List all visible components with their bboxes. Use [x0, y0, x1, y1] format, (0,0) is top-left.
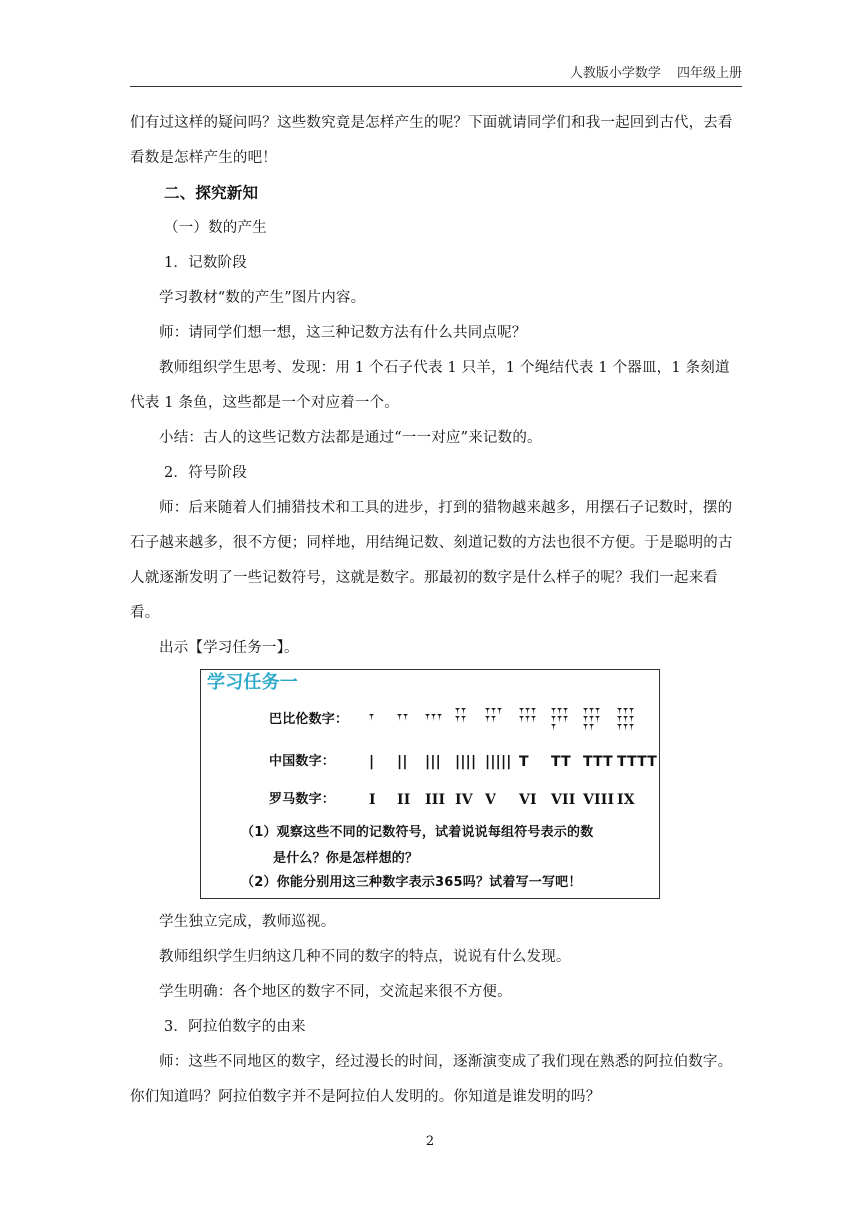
babylonian-wedge — [531, 708, 536, 715]
babylonian-wedge — [525, 708, 530, 715]
babylon-row — [269, 710, 369, 730]
question-1b: 是什么？你是怎样想的？ — [273, 851, 419, 866]
babylon-numerals — [369, 706, 639, 734]
babylonian-wedge — [557, 716, 562, 723]
babylonian-wedge — [455, 716, 460, 723]
task-title: 学习任务一 — [207, 672, 298, 693]
paragraph: 教师组织学生归纳这几种不同的数字的特点，说说有什么发现。 — [159, 949, 571, 965]
babylonian-wedge — [497, 708, 502, 715]
babylonian-wedge — [461, 708, 466, 715]
babylonian-wedge — [455, 708, 460, 715]
document-body — [130, 106, 742, 1115]
roman-numeral: VI — [519, 792, 537, 808]
babylonian-wedge — [519, 708, 524, 715]
babylonian-wedge — [531, 716, 536, 723]
chinese-numeral: | — [369, 754, 375, 770]
chinese-numeral: || — [397, 754, 408, 770]
paragraph: 教师组织学生思考、发现：用 1 个石子代表 1 只羊，1 个绳结代表 1 个器皿，1 条刻道代表 1 条鱼，这些都是一个对应着一个。 — [130, 360, 730, 411]
header-rule — [130, 86, 742, 87]
paragraph: 师：请同学们想一想，这三种记数方法有什么共同点呢？ — [159, 325, 527, 341]
babylonian-wedge — [551, 716, 556, 723]
roman-numeral: IX — [617, 792, 635, 808]
babylonian-wedge — [485, 708, 490, 715]
question-1a: （1）观察这些不同的记数符号，试着说说每组符号表示的数 — [241, 825, 594, 840]
babylonian-wedge — [557, 708, 562, 715]
babylonian-wedge — [563, 716, 568, 723]
roman-numeral: I — [369, 792, 376, 808]
babylon-label: 巴比伦数字： — [269, 712, 349, 727]
babylonian-wedge — [623, 724, 628, 731]
babylonian-wedge — [623, 708, 628, 715]
babylonian-wedge — [623, 716, 628, 723]
chinese-numeral: ||||| — [485, 754, 512, 770]
babylonian-wedge — [491, 708, 496, 715]
babylonian-wedge — [437, 714, 442, 721]
babylonian-wedge — [617, 716, 622, 723]
chinese-row — [269, 752, 369, 772]
babylonian-wedge — [397, 714, 402, 721]
babylonian-wedge — [629, 716, 634, 723]
chinese-numeral: TTTT — [617, 754, 657, 770]
paragraph: 学习教材“数的产生”图片内容。 — [159, 290, 366, 306]
header-book: 人教版小学数学 — [569, 66, 661, 81]
chinese-numeral: T — [519, 754, 529, 770]
babylonian-wedge — [525, 716, 530, 723]
chinese-numeral: TTT — [583, 754, 613, 770]
babylonian-wedge — [595, 716, 600, 723]
paragraph: 学生明确：各个地区的数字不同，交流起来很不方便。 — [159, 984, 512, 1000]
babylonian-wedge — [617, 708, 622, 715]
section-heading: 二、探究新知 — [164, 184, 259, 202]
page-header — [130, 62, 742, 81]
roman-label: 罗马数字： — [269, 792, 336, 807]
roman-numeral: III — [425, 792, 446, 808]
item-heading: 1．记数阶段 — [164, 255, 247, 271]
paragraph: 学生独立完成，教师巡视。 — [159, 914, 336, 930]
paragraph: 们有过这样的疑问吗？这些数究竟是怎样产生的呢？下面就请同学们和我一起回到古代，去看看数是怎样产生的吧！ — [130, 115, 733, 166]
babylonian-wedge — [461, 716, 466, 723]
paragraph: 出示【学习任务一】。 — [159, 640, 299, 656]
babylonian-wedge — [629, 724, 634, 731]
babylonian-wedge — [551, 724, 556, 731]
item-heading: 2．符号阶段 — [164, 465, 247, 481]
roman-numeral: VIII — [583, 792, 615, 808]
page-number: 2 — [425, 1134, 435, 1149]
babylonian-wedge — [589, 716, 594, 723]
babylonian-wedge — [589, 724, 594, 731]
babylonian-wedge — [485, 716, 490, 723]
question-2: （2）你能分别用这三种数字表示365吗？试着写一写吧！ — [241, 875, 582, 890]
roman-numeral: IV — [455, 792, 473, 808]
babylonian-wedge — [369, 714, 374, 721]
babylonian-wedge — [403, 714, 408, 721]
babylonian-wedge — [563, 708, 568, 715]
paragraph: 师：这些不同地区的数字，经过漫长的时间，逐渐演变成了我们现在熟悉的阿拉伯数字。你们知道吗？阿拉伯数字并不是阿拉伯人发明的。你知道是谁发明的吗？ — [130, 1054, 733, 1105]
chinese-numeral: |||| — [455, 754, 477, 770]
babylonian-wedge — [583, 716, 588, 723]
babylonian-wedge — [617, 724, 622, 731]
task-box — [200, 669, 660, 899]
babylonian-wedge — [551, 708, 556, 715]
chinese-numeral: ||| — [425, 754, 441, 770]
header-grade: 四年级上册 — [676, 66, 742, 81]
babylonian-wedge — [589, 708, 594, 715]
paragraph: 小结：古人的这些记数方法都是通过“一一对应”来记数的。 — [159, 430, 542, 446]
chinese-numeral: TT — [551, 754, 571, 770]
roman-row — [269, 790, 369, 810]
babylonian-wedge — [583, 724, 588, 731]
babylonian-wedge — [629, 708, 634, 715]
subsection-heading: （一）数的产生 — [164, 220, 267, 236]
roman-numeral: II — [397, 792, 411, 808]
babylonian-wedge — [425, 714, 430, 721]
roman-numeral: VII — [551, 792, 576, 808]
babylonian-wedge — [491, 716, 496, 723]
babylonian-wedge — [595, 708, 600, 715]
babylonian-wedge — [583, 708, 588, 715]
paragraph: 师：后来随着人们捕猎技术和工具的进步，打到的猎物越来越多，用摆石子记数时，摆的石子越来越多，很不方便；同样地，用结绳记数、刻道记数的方法也很不方便。于是聪明的古人就逐渐发明了一些记数符号，这就是数字。那最初的数字是什么样子的呢？我们一起来看看。 — [130, 500, 733, 621]
babylonian-wedge — [431, 714, 436, 721]
chinese-label: 中国数字： — [269, 754, 336, 769]
item-heading: 3．阿拉伯数字的由来 — [164, 1019, 306, 1035]
babylonian-wedge — [519, 716, 524, 723]
roman-numeral: V — [485, 792, 497, 808]
